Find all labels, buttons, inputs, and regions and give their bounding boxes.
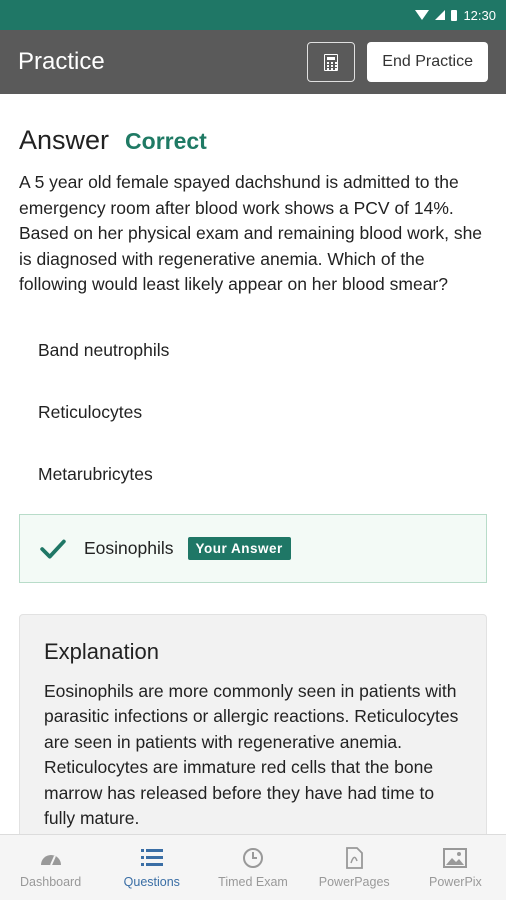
choice-item[interactable] (19, 320, 487, 382)
choice-item[interactable] (19, 382, 487, 444)
tab-questions[interactable] (101, 835, 202, 900)
wifi-icon (415, 10, 429, 20)
answer-header (19, 125, 487, 156)
end-practice-button[interactable]: End Practice (367, 42, 488, 82)
choices-list (19, 320, 487, 583)
tab-timed-exam[interactable] (202, 835, 303, 900)
answer-label: Answer (19, 125, 110, 155)
your-answer-badge: Your Answer (188, 537, 291, 560)
tab-label: Timed Exam (218, 874, 288, 889)
choice-label: Eosinophils (84, 537, 174, 558)
pdf-icon (342, 847, 366, 869)
choice-label: Band neutrophils (38, 340, 170, 360)
tab-powerpages[interactable] (304, 835, 405, 900)
question-text: A 5 year old female spayed dachshund is admitted to the emergency room after blood work shows a PCV of 14%. Based on her physical exam and remaining blood work, she is diagnosed with regenerative anemia. Which of the following would least likely appear on her blood smear? (19, 172, 483, 294)
checkmark-icon (40, 535, 66, 561)
status-time: 12:30 (463, 7, 496, 23)
calculator-button[interactable] (307, 42, 355, 82)
image-icon (443, 847, 467, 869)
tab-label: Dashboard (20, 874, 82, 889)
tab-label: PowerPages (318, 874, 390, 889)
bottom-tab-bar (0, 834, 506, 900)
tab-label: Questions (123, 874, 180, 889)
choice-label: Metarubricytes (38, 464, 153, 484)
signal-icon (435, 10, 445, 20)
answer-status: Correct (125, 128, 207, 154)
explanation-text: Eosinophils are more commonly seen in patients with parasitic infections or allergic reactions. Reticulocytes are seen in patients with regenerative anemia. Reticulocytes are immature red cells that the bone marrow has released before they have had time to fully mature. (44, 680, 459, 828)
tab-dashboard[interactable] (0, 835, 101, 900)
choice-item[interactable] (19, 444, 487, 506)
tab-label: PowerPix (429, 874, 482, 889)
battery-icon (451, 10, 457, 21)
choice-label: Reticulocytes (38, 402, 143, 422)
choice-item-selected[interactable] (19, 514, 487, 583)
list-icon (140, 847, 164, 869)
clock-icon (241, 847, 265, 869)
calculator-icon (324, 54, 338, 71)
tab-powerpix[interactable] (405, 835, 506, 900)
gauge-icon (39, 847, 63, 869)
explanation-card (19, 614, 487, 835)
main-content[interactable] (0, 94, 506, 834)
explanation-title: Explanation (44, 638, 159, 664)
page-title: Practice (18, 48, 105, 75)
app-bar (0, 30, 506, 94)
status-bar (0, 0, 506, 30)
